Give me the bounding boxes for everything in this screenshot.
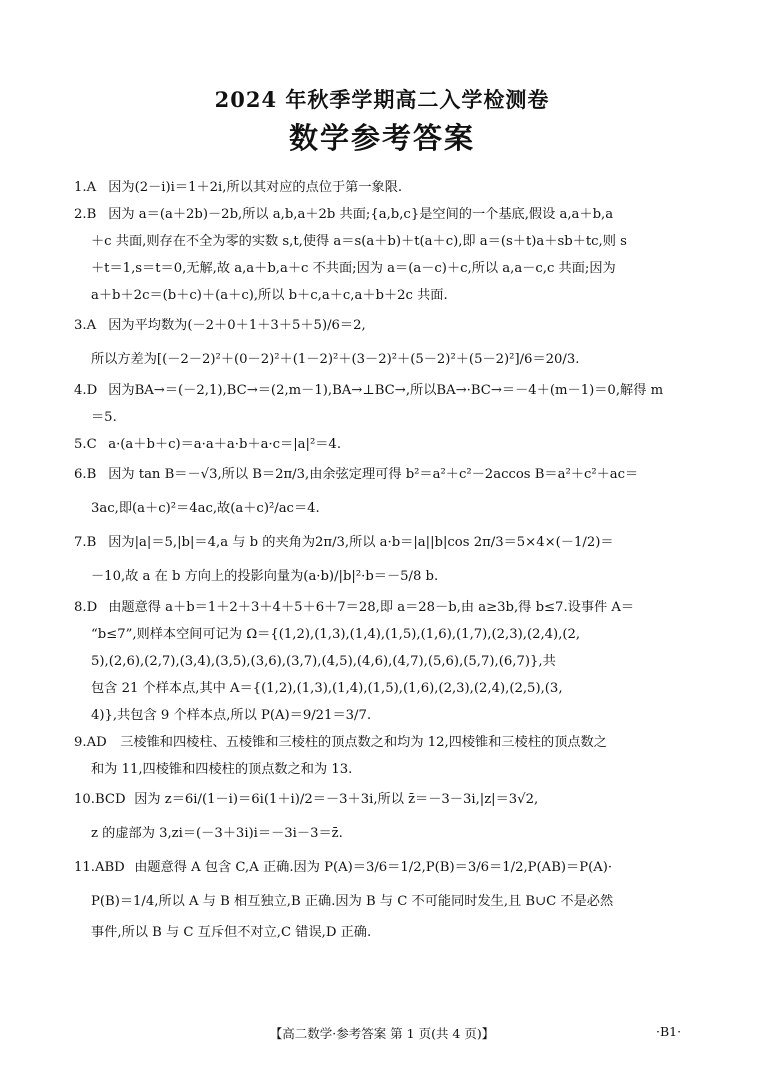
exam-title: 2024 年秋季学期高二入学检测卷	[214, 87, 550, 112]
answer-item-9	[74, 729, 694, 783]
answer-item-5	[74, 431, 694, 458]
answer-text: 因为|a|＝5,|b|＝4,a 与 b 的夹角为2π/3,所以 a·b＝|a||b|cos 2π/3＝5×4×(－1/2)＝	[108, 535, 614, 550]
answer-text: 因为 tan B＝－√3,所以 B＝2π/3,由余弦定理可得 b²＝a²＋c²－2accos B＝a²＋c²＋ac＝	[108, 467, 639, 482]
page-footer: 【高二数学·参考答案 第 1 页(共 4 页)】	[269, 1026, 495, 1041]
answer-text: z 的虚部为 3,zi＝(－3＋3i)i＝－3i－3＝z̄.	[91, 826, 343, 841]
answer-text: ＋t＝1,s＝t＝0,无解,故 a,a＋b,a＋c 不共面;因为 a＝(a－c)＋c,所以 a,a－c,c 共面;因为	[91, 261, 616, 276]
answer-text: 因为 z＝6i/(1－i)＝6i(1＋i)/2＝－3＋3i,所以 z̄＝－3－3i,|z|＝3√2,	[134, 792, 539, 807]
answer-label: 10.BCD	[74, 792, 126, 807]
answer-label: 8.D	[74, 600, 98, 615]
answer-text: a·(a＋b＋c)＝a·a＋a·b＋a·c＝|a|²＝4.	[108, 437, 342, 452]
answer-label: 3.A	[74, 318, 97, 333]
answer-item-3	[74, 309, 694, 377]
answer-text: 包含 21 个样本点,其中 A＝{(1,2),(1,3),(1,4),(1,5),(1,6),(2,3),(2,4),(2,5),(3,	[91, 681, 563, 696]
answer-text: 5),(2,6),(2,7),(3,4),(3,5),(3,6),(3,7),(4,5),(4,6),(4,7),(5,6),(5,7),(6,7)},共	[91, 654, 556, 669]
answer-item-4	[74, 377, 694, 431]
answer-label: 4.D	[74, 383, 98, 398]
answer-label: 9.AD	[74, 735, 107, 750]
answer-item-8	[74, 594, 694, 729]
answer-label: 6.B	[74, 467, 97, 482]
answer-text: 三棱锥和四棱柱、五棱锥和三棱柱的顶点数之和均为 12,四棱锥和三棱柱的顶点数之	[120, 735, 607, 750]
answer-list	[74, 174, 694, 946]
answer-label: 11.ABD	[74, 860, 125, 875]
answer-item-10	[74, 783, 694, 851]
answer-item-2	[74, 201, 694, 309]
answer-label: 1.A	[74, 180, 97, 195]
answer-text: 因为平均数为(－2＋0＋1＋3＋5＋5)/6＝2,	[108, 318, 366, 333]
answer-text: a＋b＋2c＝(b＋c)＋(a＋c),所以 b＋c,a＋c,a＋b＋2c 共面.	[91, 288, 448, 303]
answer-text: 和为 11,四棱锥和四棱柱的顶点数之和为 13.	[91, 762, 353, 777]
answer-text: 事件,所以 B 与 C 互斥但不对立,C 错误,D 正确.	[91, 925, 372, 940]
answer-text: ＋c 共面,则存在不全为零的实数 s,t,使得 a＝s(a＋b)＋t(a＋c),即 a＝(s＋t)a＋sb＋tc,则 s	[91, 234, 627, 249]
answer-text: 由题意得 A 包含 C,A 正确.因为 P(A)＝3/6＝1/2,P(B)＝3/6＝1/2,P(AB)＝P(A)·	[134, 860, 613, 875]
answer-item-11	[74, 851, 694, 946]
answer-item-6	[74, 458, 694, 526]
answer-text: 3ac,即(a＋c)²＝4ac,故(a＋c)²/ac＝4.	[91, 501, 320, 516]
answer-text: P(B)＝1/4,所以 A 与 B 相互独立,B 正确.因为 B 与 C 不可能同时发生,且 B∪C 不是必然	[91, 894, 614, 909]
answer-key-title: 数学参考答案	[288, 121, 475, 155]
answer-text: 因为 a＝(a＋2b)－2b,所以 a,b,a＋2b 共面;{a,b,c}是空间的一个基底,假设 a,a＋b,a	[108, 207, 614, 222]
answer-text: “b≤7”,则样本空间可记为 Ω＝{(1,2),(1,3),(1,4),(1,5),(1,6),(1,7),(2,3),(2,4),(2,	[91, 627, 581, 642]
answer-item-1	[74, 174, 694, 201]
answer-label: 2.B	[74, 207, 97, 222]
answer-text: 4)},共包含 9 个样本点,所以 P(A)＝9/21＝3/7.	[91, 708, 372, 723]
answer-text: ＝5.	[91, 410, 117, 425]
page-code: ·B1·	[656, 1024, 682, 1039]
answer-text: 因为BA→＝(－2,1),BC→＝(2,m－1),BA→⊥BC→,所以BA→·BC→＝－4＋(m－1)＝0,解得 m	[108, 383, 664, 398]
answer-text: 因为(2－i)i＝1＋2i,所以其对应的点位于第一象限.	[108, 180, 403, 195]
answer-item-7	[74, 526, 694, 594]
answer-label: 7.B	[74, 535, 97, 550]
answer-text: 所以方差为[(－2－2)²＋(0－2)²＋(1－2)²＋(3－2)²＋(5－2)²＋(5－2)²]/6＝20/3.	[91, 352, 580, 367]
answer-text: 由题意得 a＋b＝1＋2＋3＋4＋5＋6＋7＝28,即 a＝28－b,由 a≥3b,得 b≤7.设事件 A＝	[108, 600, 635, 615]
answer-text: －10,故 a 在 b 方向上的投影向量为(a·b)/|b|²·b＝－5/8 b.	[91, 569, 439, 584]
answer-label: 5.C	[74, 437, 97, 452]
